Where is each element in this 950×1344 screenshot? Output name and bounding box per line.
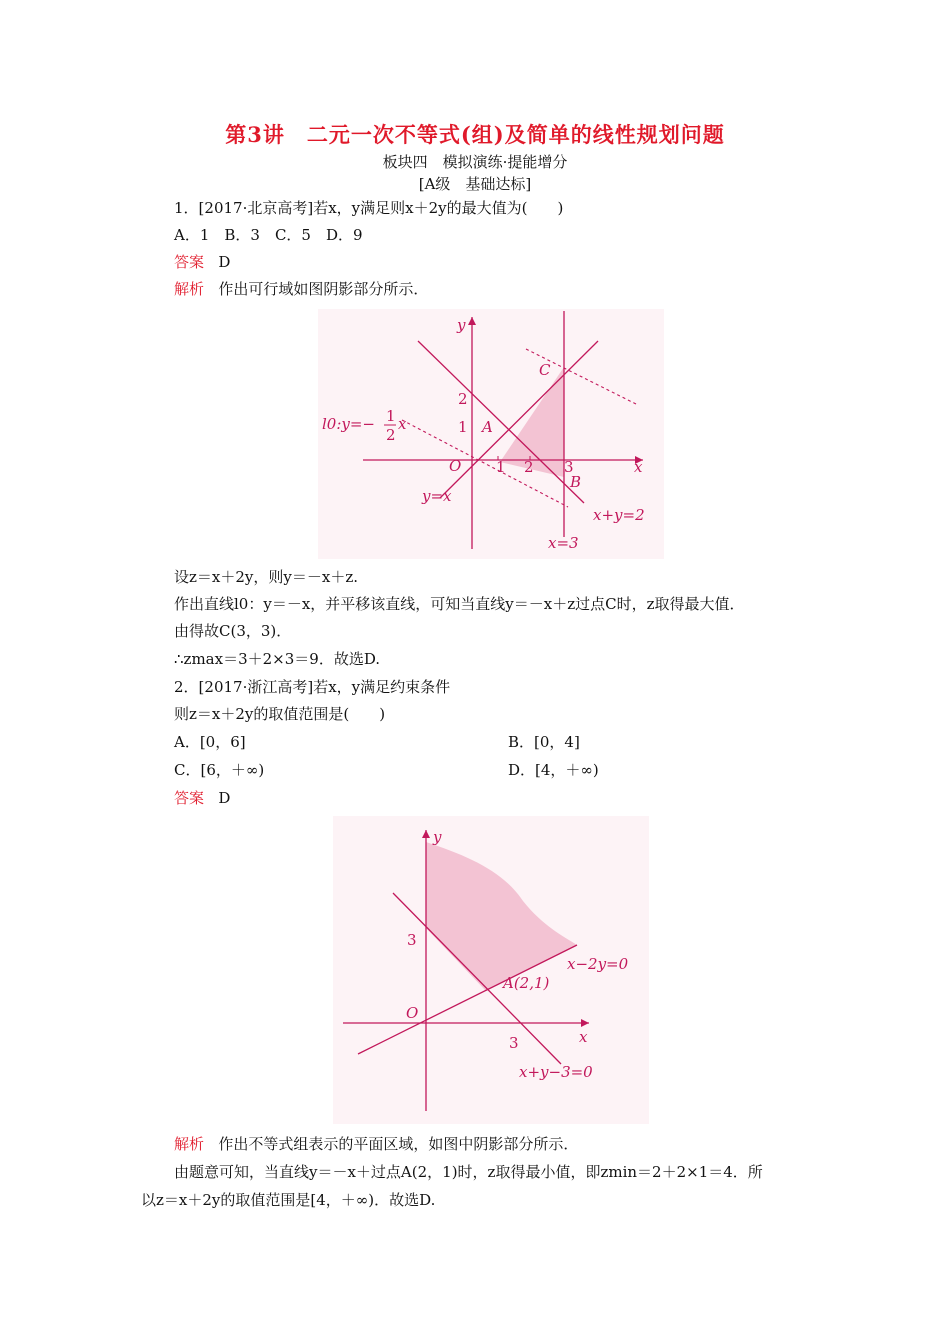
answer-label: 答案 xyxy=(174,789,205,807)
l0-label: l0:y=− xyxy=(322,415,376,433)
line2-label: x+y−3=0 xyxy=(519,1063,593,1081)
tick-2x: 2 xyxy=(524,458,534,476)
l0-x-label: x xyxy=(398,415,407,433)
q1-sol-2: 作出直线l0：y＝－x，并平移该直线，可知当直线y＝－x＋z过点C时，z取得最大值． xyxy=(174,595,745,613)
q2-analysis xyxy=(174,1133,578,1154)
point-a-label: A(2,1) xyxy=(503,974,550,992)
line1-label: x−2y=0 xyxy=(567,955,629,973)
tick-2y: 2 xyxy=(458,390,468,408)
analysis-text: 作出不等式组表示的平面区域，如图中阴影部分所示． xyxy=(218,1135,579,1153)
frac-numerator: 1 xyxy=(386,407,396,425)
q1-answer xyxy=(174,251,230,272)
q1-stem: 1．[2017·北京高考]若x，y满足则x＋2y的最大值为( ) xyxy=(174,199,564,217)
q2-stem: 2．[2017·浙江高考]若x，y满足约束条件 xyxy=(174,678,451,696)
q1-options: A．1 B．3 C．5 D．9 xyxy=(174,226,363,244)
page-title: 第3讲 二元一次不等式(组)及简单的线性规划问题 xyxy=(225,122,725,147)
q2-option-d: D．[4，＋∞) xyxy=(508,761,599,779)
answer-value: D xyxy=(218,253,231,271)
q1-analysis xyxy=(174,278,428,299)
q2-stem-2: 则z＝x＋2y的取值范围是( ) xyxy=(174,705,386,723)
line-xy2-label: x+y=2 xyxy=(593,506,645,524)
q1-sol-1: 设z＝x＋2y，则y＝－x＋z. xyxy=(174,568,358,586)
x-axis-label: x xyxy=(634,458,643,476)
q2-option-b: B．[0，4] xyxy=(508,733,580,751)
q2-sol-2: 以z＝x＋2y的取值范围是[4，＋∞)．故选D. xyxy=(141,1191,436,1209)
analysis-label: 解析 xyxy=(174,1135,205,1153)
line-x3-label: x=3 xyxy=(548,534,579,552)
tick-3y: 3 xyxy=(407,931,417,949)
q2-option-c: C．[6，＋∞) xyxy=(174,761,265,779)
point-a-label: A xyxy=(482,418,493,436)
origin-label: O xyxy=(406,1004,419,1022)
q2-answer xyxy=(174,787,230,808)
y-axis-label: y xyxy=(433,828,442,846)
q1-sol-4: ∴zmax＝3＋2×3＝9．故选D. xyxy=(174,650,381,668)
x-axis-label: x xyxy=(579,1028,588,1046)
q1-figure xyxy=(318,309,664,559)
feasible-region xyxy=(426,842,577,991)
answer-label: 答案 xyxy=(174,253,205,271)
tick-1x: 1 xyxy=(496,458,506,476)
level-heading: [A级 基础达标] xyxy=(418,175,532,193)
q2-option-a: A．[0，6] xyxy=(174,733,246,751)
origin-label: O xyxy=(449,457,462,475)
q2-figure xyxy=(333,816,649,1124)
tick-1y: 1 xyxy=(458,418,468,436)
section-heading: 板块四 模拟演练·提能增分 xyxy=(382,153,568,171)
q1-sol-3: 由得故C(3，3)． xyxy=(174,622,292,640)
y-axis-label: y xyxy=(457,316,466,334)
analysis-text: 作出可行域如图阴影部分所示． xyxy=(218,280,429,298)
point-b-label: B xyxy=(570,473,582,491)
tick-3x: 3 xyxy=(509,1034,519,1052)
q2-sol-1: 由题意可知，当直线y＝－x＋过点A(2，1)时，z取得最小值，即zmin＝2＋2×1＝4．所 xyxy=(174,1163,763,1181)
analysis-label: 解析 xyxy=(174,280,205,298)
line-yx-label: y=x xyxy=(422,487,452,505)
tick-3x: 3 xyxy=(564,458,574,476)
point-c-label: C xyxy=(539,361,551,379)
answer-value: D xyxy=(218,789,231,807)
frac-denominator: 2 xyxy=(386,426,396,444)
